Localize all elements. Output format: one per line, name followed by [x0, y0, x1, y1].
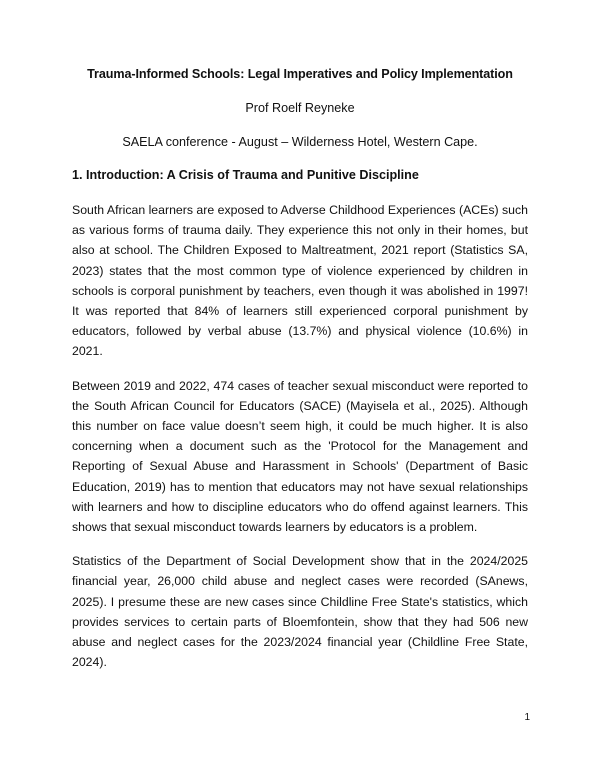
paragraph-3: Statistics of the Department of Social Development show that in the 2024/2025 financial year, 26,000 child abuse and neglect cases were recorded (SAnews, 2025). I presume these are new cases since Childline Free State's statistics, which provides services to certain parts of Bloemfontein, show that they had 506 new abuse and neglect cases for the 2023/2024 financial year (Childline Free State, 2024). [72, 554, 528, 670]
page-number: 1 [524, 712, 530, 723]
document-title: Trauma-Informed Schools: Legal Imperatives and Policy Implementation [87, 67, 513, 81]
paragraph-1: South African learners are exposed to Adverse Childhood Experiences (ACEs) such as various forms of trauma daily. They experience this not only in their homes, but also at school. The Children Exposed to Maltreatment, 2021 report (Statistics SA, 2023) states that the most common type of violence experienced by children in schools is corporal punishment by teachers, even though it was abolished in 1997! It was reported that 84% of learners still experienced corporal punishment by educators, followed by verbal abuse (13.7%) and physical violence (10.6%) in 2021. [72, 203, 528, 359]
author-name: Prof Roelf Reyneke [245, 101, 355, 115]
paragraph-2: Between 2019 and 2022, 474 cases of teacher sexual misconduct were reported to the South African Council for Educators (SACE) (Mayisela et al., 2025). Although this number on face value doesn’t seem high, it could be much higher. It is also concerning when a document such as the 'Protocol for the Management and Reporting of Sexual Abuse and Harassment in Schools' (Department of Basic Education, 2019) has to mention that educators may not have sexual relationships with learners and how to discipline educators who do offend against learners. This shows that sexual misconduct towards learners by educators is a problem. [72, 378, 528, 535]
section-heading: 1. Introduction: A Crisis of Trauma and Punitive Discipline [72, 168, 419, 182]
conference-line: SAELA conference - August – Wilderness Hotel, Western Cape. [122, 135, 478, 149]
